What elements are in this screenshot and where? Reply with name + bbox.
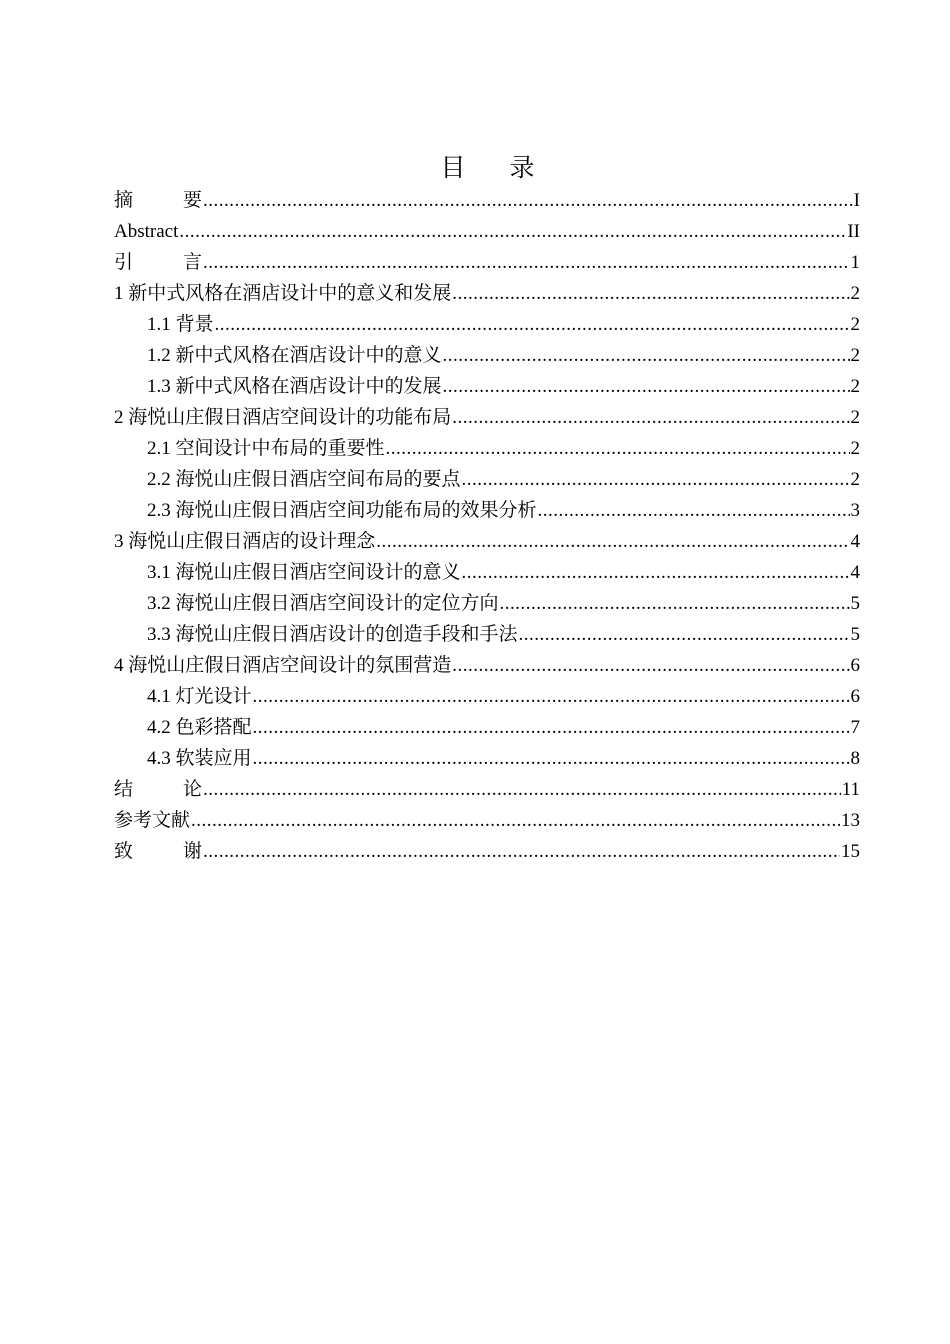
toc-entry-label: 4.1 灯光设计 [147,686,252,707]
toc-entry-page: 8 [850,748,860,769]
toc-entry-page: II [847,221,860,242]
toc-entry[interactable] [114,588,860,619]
toc-entry-page: 2 [850,283,860,304]
toc-entry-page: 2 [850,469,860,490]
toc-entry[interactable] [114,557,860,588]
toc-entry-label: 致 谢 [114,841,202,862]
toc-entry-label: 1.3 新中式风格在酒店设计中的发展 [147,376,442,397]
toc-entry[interactable] [114,464,860,495]
toc-entry-page: 7 [850,717,860,738]
toc-dot-leader [538,495,850,526]
toc-entry-label: 4.2 色彩搭配 [147,717,252,738]
toc-entry[interactable] [114,650,860,681]
toc-entry-page: 2 [850,407,860,428]
toc-entry-label: 1.2 新中式风格在酒店设计中的意义 [147,345,442,366]
toc-dot-leader [253,712,850,743]
toc-entry[interactable] [114,805,860,836]
toc-entry[interactable] [114,836,860,867]
toc-title [0,152,950,186]
toc-dot-leader [443,340,850,371]
toc-entry-page: 6 [850,655,860,676]
toc-entry-label: 2.1 空间设计中布局的重要性 [147,438,385,459]
toc-entry[interactable] [114,278,860,309]
toc-title-part2: 录 [509,155,535,182]
toc-entry[interactable] [114,433,860,464]
toc-entry-page: 2 [850,376,860,397]
toc-entry-page: 2 [850,438,860,459]
toc-entry-label: 引 言 [114,252,202,273]
toc-entry[interactable] [114,712,860,743]
toc-dot-leader [452,402,849,433]
toc-entry[interactable] [114,216,860,247]
toc-dot-leader [519,619,850,650]
toc-entry-label: 参考文献 [114,810,191,831]
toc-dot-leader [443,371,850,402]
toc-entry-page: 5 [850,624,860,645]
toc-entry-label: 3.3 海悦山庄假日酒店设计的创造手段和手法 [147,624,518,645]
toc-entry-page: 4 [850,531,860,552]
toc-entry-page: I [853,190,860,211]
toc-dot-leader [500,588,850,619]
toc-entry-page: 11 [841,779,860,800]
toc-entry-page: 5 [850,593,860,614]
toc-entry[interactable] [114,743,860,774]
toc-dot-leader [203,247,850,278]
toc-entry-label: 摘 要 [114,190,202,211]
toc-entry[interactable] [114,309,860,340]
toc-dot-leader [376,526,849,557]
toc-entry-label: 2.3 海悦山庄假日酒店空间功能布局的效果分析 [147,500,537,521]
toc-title-part1: 目 [440,155,466,182]
toc-entry[interactable] [114,402,860,433]
toc-dot-leader [191,805,840,836]
toc-entry[interactable] [114,340,860,371]
toc-entry[interactable] [114,247,860,278]
toc-dot-leader [452,650,849,681]
toc-entry[interactable] [114,526,860,557]
toc-entry[interactable] [114,774,860,805]
toc-entry[interactable] [114,185,860,216]
toc-entry[interactable] [114,681,860,712]
toc-dot-leader [203,774,841,805]
toc-entry-label: 2 海悦山庄假日酒店空间设计的功能布局 [114,407,452,428]
toc-entry[interactable] [114,495,860,526]
toc-list [114,185,860,867]
toc-entry-page: 2 [850,345,860,366]
toc-entry-page: 3 [850,500,860,521]
toc-dot-leader [215,309,850,340]
toc-entry-page: 1 [850,252,860,273]
toc-entry[interactable] [114,371,860,402]
toc-dot-leader [203,185,853,216]
toc-dot-leader [179,216,846,247]
toc-dot-leader [462,557,850,588]
toc-dot-leader [386,433,850,464]
toc-entry-label: 1.1 背景 [147,314,214,335]
toc-entry-label: 3.2 海悦山庄假日酒店空间设计的定位方向 [147,593,499,614]
toc-entry-label: 2.2 海悦山庄假日酒店空间布局的要点 [147,469,461,490]
toc-entry-label: 3.1 海悦山庄假日酒店空间设计的意义 [147,562,461,583]
toc-entry[interactable] [114,619,860,650]
toc-dot-leader [462,464,850,495]
toc-entry-label: 4.3 软装应用 [147,748,252,769]
toc-entry-label: 1 新中式风格在酒店设计中的意义和发展 [114,283,452,304]
toc-entry-label: 结 论 [114,779,202,800]
toc-dot-leader [253,681,850,712]
toc-entry-page: 15 [841,841,860,862]
toc-entry-label: Abstract [114,221,179,242]
toc-entry-page: 2 [850,314,860,335]
toc-dot-leader [452,278,849,309]
toc-entry-page: 6 [850,686,860,707]
toc-entry-label: 4 海悦山庄假日酒店空间设计的氛围营造 [114,655,452,676]
toc-entry-label: 3 海悦山庄假日酒店的设计理念 [114,531,376,552]
toc-entry-page: 4 [850,562,860,583]
toc-dot-leader [203,836,840,867]
toc-dot-leader [253,743,850,774]
toc-entry-page: 13 [841,810,860,831]
